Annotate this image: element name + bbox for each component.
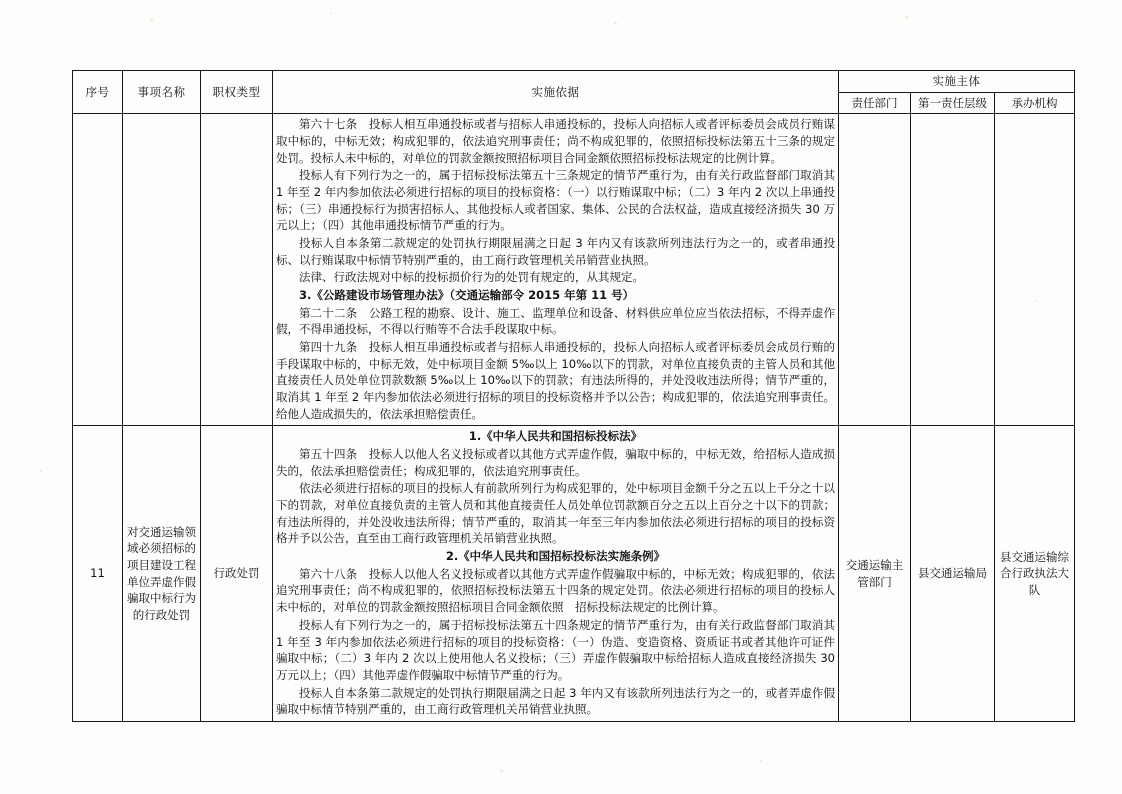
- basis-paragraph: 法律、行政法规对中标的投标损价行为的处罚有规定的，从其规定。: [299, 270, 644, 285]
- header-basis: 实施依据: [273, 71, 839, 114]
- cell-basis: [273, 114, 839, 426]
- basis-paragraph: 第四十九条 投标人相互串通投标或者与招标人串通投标的，投标人向招标人或者评标委员会成员行贿的手段谋取中标的，中标无效，处中标项目金额 5‰以上 10‰以下的罚款，对单位直接负责的主管人员和其他直接责任人员处单位罚款数额 5‰以上 10‰以下的罚款；有违法所得的，并处没收违法所得；情节严重的，取消其 1 年至 2 年内参加依法必须进行招标的项目的投标资格并予以公告；构成犯罪的，依法追究刑事责任。给他人造成损失的，依法承担赔偿责任。: [276, 340, 835, 421]
- basis-law-title: 1.《中华人民共和国招标投标法》: [468, 429, 643, 444]
- cell-seq: 11: [73, 426, 123, 721]
- cell-dept: [839, 114, 911, 426]
- header-name: 事项名称: [123, 71, 201, 114]
- table-row: [73, 114, 1075, 426]
- cell-basis: [273, 426, 839, 721]
- header-subject-group: 实施主体: [839, 71, 1075, 93]
- paper-speck: [330, 12, 332, 14]
- basis-paragraph: 投标人自本条第二款规定的处罚执行期限届满之日起 3 年内又有该款所列违法行为之一的，或者弄虚作假骗取中标情节特别严重的，由工商行政管理机关吊销营业执照。: [276, 685, 835, 717]
- paper-speck: [500, 770, 503, 772]
- cell-type: 行政处罚: [201, 426, 273, 721]
- cell-org: 县交通运输综合行政执法大队: [995, 426, 1075, 721]
- table-header-row-1: [73, 71, 1075, 93]
- paper-speck: [150, 18, 153, 21]
- cell-name: [123, 114, 201, 426]
- header-org: 承办机构: [995, 92, 1075, 114]
- cell-seq: [73, 114, 123, 426]
- paper-speck: [40, 470, 42, 472]
- basis-paragraph: 投标人自本条第二款规定的处罚执行期限届满之日起 3 年内又有该款所列违法行为之一的，或者串通投标、以行贿谋取中标情节特别严重的，由工商行政管理机关吊销营业执照。: [276, 236, 835, 267]
- header-dept: 责任部门: [839, 92, 911, 114]
- header-type: 职权类型: [201, 71, 273, 114]
- cell-level: [911, 114, 995, 426]
- paper-speck: [614, 22, 617, 24]
- cell-type: [201, 114, 273, 426]
- table-row: [73, 426, 1075, 721]
- basis-law-title: 2.《中华人民共和国招标投标法实施条例》: [445, 549, 666, 564]
- header-seq: 序号: [73, 71, 123, 114]
- paper-speck: [760, 760, 762, 762]
- basis-paragraph: 第五十四条 投标人以他人名义投标或者以其他方式弄虚作假，骗取中标的，中标无效，给招标人造成损失的，依法承担赔偿责任；构成犯罪的，依法追究刑事责任。: [276, 447, 835, 478]
- cell-org: [995, 114, 1075, 426]
- paper-speck: [905, 16, 908, 19]
- table-body: [73, 114, 1075, 722]
- header-level: 第一责任层级: [911, 92, 995, 114]
- cell-name: 对交通运输领域必须招标的项目建设工程单位弄虚作假骗取中标行为的行政处罚: [123, 426, 201, 721]
- basis-paragraph: 第六十八条 投标人以他人名义投标或者以其他方式弄虚作假骗取中标的，中标无效；构成犯罪的，依法追究刑事责任；尚不构成犯罪的，依照招标投标法第五十四条的规定处罚。依法必须进行招标的项目的投标人未中标的，对单位的罚款金额按照招标项目合同金额依照 招标投标法规定的比例计算。: [276, 566, 835, 615]
- basis-paragraph: 第二十二条 公路工程的勘察、设计、施工、监理单位和设备、材料供应单位应当依法招标，不得弄虚作假，不得串通投标，不得以行贿等不合法手段谋取中标。: [276, 305, 835, 337]
- basis-paragraph: 第六十七条 投标人相互串通投标或者与招标人串通投标的，投标人向招标人或者评标委员会成员行贿谋取中标的，中标无效；构成犯罪的，依法追究刑事责任；尚不构成犯罪的，依照招标投标法第五十三条的规定处罚。投标人未中标的，对单位的罚款金额按照招标项目合同金额依照招标投标法规定的比例计算。: [276, 117, 835, 165]
- basis-law-title: 3.《公路建设市场管理办法》（交通运输部令 2015 年第 11 号）: [299, 288, 635, 303]
- cell-level: 县交通运输局: [911, 426, 995, 721]
- basis-paragraph: 投标人有下列行为之一的，属于招标投标法第五十三条规定的情节严重行为，由有关行政监督部门取消其 1 年至 2 年内参加依法必须进行招标的项目的投标资格：（一）以行贿谋取中标；（二）3 年内 2 次以上串通投标；（三）串通投标行为损害招标人、其他投标人或者国家、集体、公民的合法权益，造成直接经济损失 30 万元以上；（四）其他串通投标情节严重的行为。: [276, 168, 835, 233]
- basis-paragraph: 投标人有下列行为之一的，属于招标投标法第五十四条规定的情节严重行为，由有关行政监督部门取消其 1 年至 3 年内参加依法必须进行招标的项目的投标资格：（一）伪造、变造资格、资质证书或者其他许可证件骗取中标；（二）3 年内 2 次以上使用他人名义投标；（三）弄虚作假骗取中标给招标人造成直接经济损失 30 万元以上；（四）其他弄虚作假骗取中标情节严重的行为。: [276, 617, 835, 682]
- basis-paragraph: 依法必须进行招标的项目的投标人有前款所列行为构成犯罪的，处中标项目金额千分之五以上千分之十以下的罚款，对单位直接负责的主管人员和其他直接责任人员处单位罚款额百分之五以上百分之十以下的罚款；有违法所得的，并处没收违法所得；情节严重的，取消其一年至三年内参加依法必须进行招标的项目的投标资格并予以公告，直至由工商行政管理机关吊销营业执照。: [276, 481, 835, 546]
- power-list-table: [72, 70, 1075, 722]
- cell-dept: 交通运输主管部门: [839, 426, 911, 721]
